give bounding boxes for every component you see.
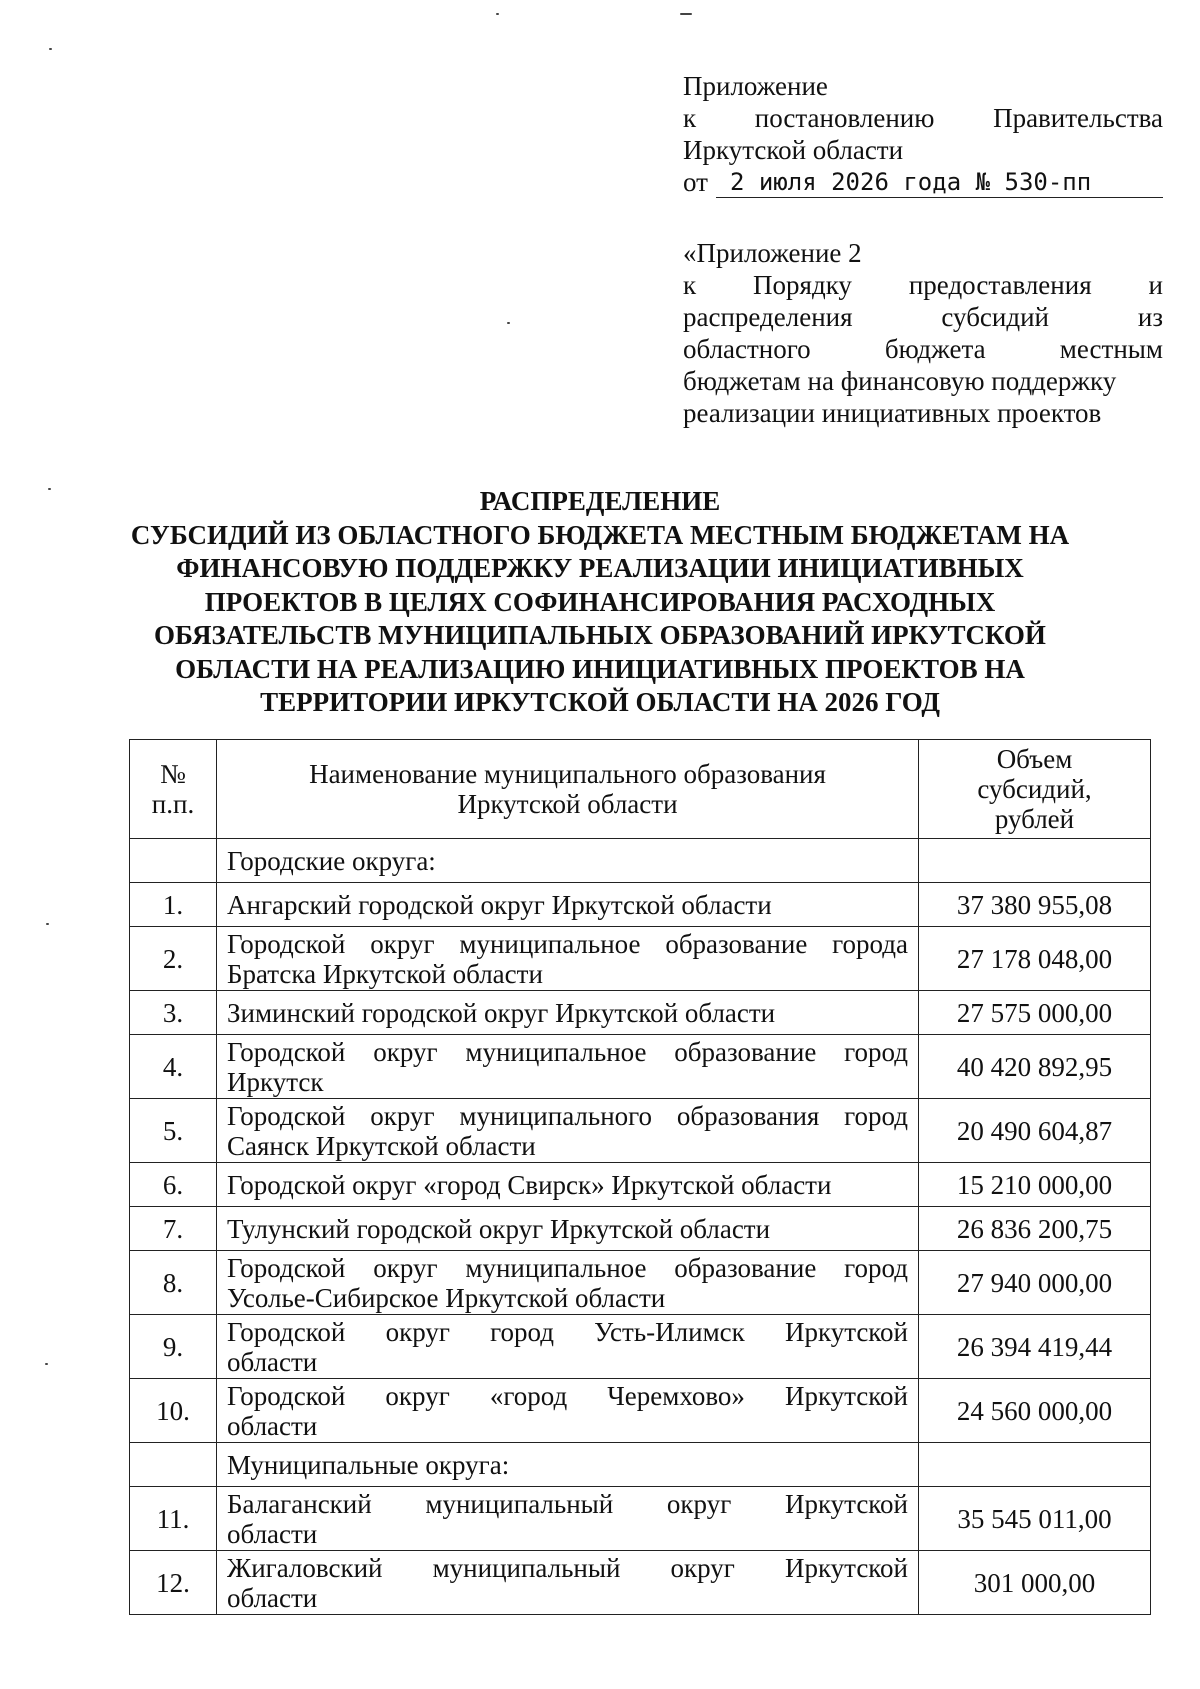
table-header-row <box>130 740 1151 839</box>
row-amount: 301 000,00 <box>919 1551 1151 1615</box>
appendix-line: Иркутской области <box>683 135 904 165</box>
table-row <box>130 991 1151 1035</box>
title-line: ПРОЕКТОВ В ЦЕЛЯХ СОФИНАНСИРОВАНИЯ РАСХОДНЫХ <box>204 586 996 617</box>
header-text: п.п. <box>151 789 195 819</box>
row-amount: 24 560 000,00 <box>919 1379 1151 1443</box>
title-line: СУБСИДИЙ ИЗ ОБЛАСТНОГО БЮДЖЕТА МЕСТНЫМ БЮДЖЕТАМ НА <box>130 519 1070 550</box>
table-row <box>130 1551 1151 1615</box>
row-name <box>217 927 919 991</box>
empty-cell <box>130 1443 217 1487</box>
row-name <box>217 1379 919 1443</box>
section-label: Городские округа: <box>217 839 919 883</box>
row-name <box>217 1207 919 1251</box>
row-number: 8. <box>130 1251 217 1315</box>
table-row <box>130 1099 1151 1163</box>
appendix-line: к постановлению Правительства <box>683 103 1163 133</box>
row-name <box>217 991 919 1035</box>
row-name-line: Иркутск <box>227 1066 324 1097</box>
row-amount: 40 420 892,95 <box>919 1035 1151 1099</box>
row-number: 9. <box>130 1315 217 1379</box>
title-line: ТЕРРИТОРИИ ИРКУТСКОЙ ОБЛАСТИ НА 2026 ГОД <box>260 687 940 717</box>
row-name-line: Балаганский муниципальный округ Иркутской <box>227 1488 908 1519</box>
table-row <box>130 1487 1151 1551</box>
row-amount: 15 210 000,00 <box>919 1163 1151 1207</box>
decree-date-line <box>683 166 1163 198</box>
section-row <box>130 839 1151 883</box>
title-line: РАСПРЕДЕЛЕНИЕ <box>479 486 721 516</box>
subsidy-distribution-table <box>129 739 1151 1615</box>
row-name-line: области <box>227 1410 318 1441</box>
row-name-line: области <box>227 1346 318 1377</box>
table-row <box>130 1251 1151 1315</box>
empty-cell <box>130 839 217 883</box>
appendix2-reference <box>683 237 1163 429</box>
row-amount: 27 575 000,00 <box>919 991 1151 1035</box>
document-title <box>100 485 1100 720</box>
row-name-line: Городской округ «город Черемхово» Иркутской <box>227 1380 908 1411</box>
row-number: 1. <box>130 883 217 927</box>
table-row <box>130 1035 1151 1099</box>
row-name <box>217 883 919 927</box>
row-name-line: Городской округ муниципальное образование города <box>227 928 908 959</box>
appendix2-line: бюджетам на финансовую поддержку <box>683 366 1117 396</box>
row-name <box>217 1551 919 1615</box>
row-name-line: Тулунский городской округ Иркутской области <box>227 1213 771 1244</box>
empty-cell <box>919 839 1151 883</box>
appendix2-line: «Приложение 2 <box>683 238 862 268</box>
scan-speck <box>45 1363 48 1365</box>
row-amount: 26 836 200,75 <box>919 1207 1151 1251</box>
row-name-line: области <box>227 1582 318 1613</box>
row-name-line: Усолье-Сибирское Иркутской области <box>227 1282 666 1313</box>
row-number: 2. <box>130 927 217 991</box>
row-name-line: Саянск Иркутской области <box>227 1130 536 1161</box>
row-name <box>217 1315 919 1379</box>
row-number: 3. <box>130 991 217 1035</box>
appendix2-line: к Порядку предоставления и <box>683 270 1163 300</box>
row-name-line: Городской округ муниципальное образование город <box>227 1036 908 1067</box>
row-amount: 35 545 011,00 <box>919 1487 1151 1551</box>
header-text: Иркутской области <box>457 789 678 819</box>
section-label: Муниципальные округа: <box>217 1443 919 1487</box>
row-name-line: Городской округ муниципального образования город <box>227 1100 908 1131</box>
row-number: 10. <box>130 1379 217 1443</box>
title-line: ОБЯЗАТЕЛЬСТВ МУНИЦИПАЛЬНЫХ ОБРАЗОВАНИЙ ИРКУТСКОЙ <box>154 620 1046 650</box>
scan-speck <box>46 923 49 925</box>
title-line: ОБЛАСТИ НА РЕАЛИЗАЦИЮ ИНИЦИАТИВНЫХ ПРОЕКТОВ НА <box>175 653 1025 684</box>
row-amount: 26 394 419,44 <box>919 1315 1151 1379</box>
table-row <box>130 1207 1151 1251</box>
header-name-cell <box>217 740 919 839</box>
header-text: Наименование муниципального образования <box>309 759 826 789</box>
table-row <box>130 1379 1151 1443</box>
appendix2-line: реализации инициативных проектов <box>683 398 1102 428</box>
header-text: субсидий, <box>977 774 1092 804</box>
row-name-line: Зиминский городской округ Иркутской области <box>227 997 776 1028</box>
row-name-line: Ангарский городской округ Иркутской области <box>227 889 772 920</box>
row-name <box>217 1487 919 1551</box>
row-name-line: Жигаловский муниципальный округ Иркутской <box>227 1552 908 1583</box>
section-row <box>130 1443 1151 1487</box>
row-name <box>217 1099 919 1163</box>
row-amount: 27 940 000,00 <box>919 1251 1151 1315</box>
row-name <box>217 1251 919 1315</box>
row-amount: 27 178 048,00 <box>919 927 1151 991</box>
row-number: 12. <box>130 1551 217 1615</box>
header-number-cell <box>130 740 217 839</box>
appendix-reference <box>683 70 1163 198</box>
row-number: 11. <box>130 1487 217 1551</box>
scan-speck <box>48 488 51 490</box>
title-line: ФИНАНСОВУЮ ПОДДЕРЖКУ РЕАЛИЗАЦИИ ИНИЦИАТИВНЫХ <box>176 553 1024 583</box>
appendix2-line: областного бюджета местным <box>683 334 1163 364</box>
appendix-line: Приложение <box>683 71 828 101</box>
row-name-line: Городской округ «город Свирск» Иркутской области <box>227 1169 832 1200</box>
appendix2-line: распределения субсидий из <box>683 302 1163 332</box>
date-prefix: от <box>683 167 708 197</box>
row-number: 4. <box>130 1035 217 1099</box>
row-name <box>217 1035 919 1099</box>
table-row <box>130 1163 1151 1207</box>
row-name-line: Братска Иркутской области <box>227 958 543 989</box>
header-amount-cell <box>919 740 1151 839</box>
header-text: рублей <box>994 804 1075 834</box>
row-amount: 20 490 604,87 <box>919 1099 1151 1163</box>
scan-speck <box>680 13 692 15</box>
row-name <box>217 1163 919 1207</box>
row-number: 5. <box>130 1099 217 1163</box>
row-number: 7. <box>130 1207 217 1251</box>
header-text: № <box>160 759 186 789</box>
row-name-line: Городской округ город Усть-Илимск Иркутской <box>227 1316 908 1347</box>
scan-speck <box>49 48 52 50</box>
row-name-line: Городской округ муниципальное образование город <box>227 1252 908 1283</box>
table-row <box>130 883 1151 927</box>
scan-speck <box>507 322 510 324</box>
row-number: 6. <box>130 1163 217 1207</box>
scan-speck <box>496 13 499 15</box>
decree-date: 2 июля 2026 года № 530-пп <box>716 167 1163 198</box>
table-row <box>130 927 1151 991</box>
row-amount: 37 380 955,08 <box>919 883 1151 927</box>
table-row <box>130 1315 1151 1379</box>
empty-cell <box>919 1443 1151 1487</box>
row-name-line: области <box>227 1518 318 1549</box>
header-text: Объем <box>996 744 1073 774</box>
